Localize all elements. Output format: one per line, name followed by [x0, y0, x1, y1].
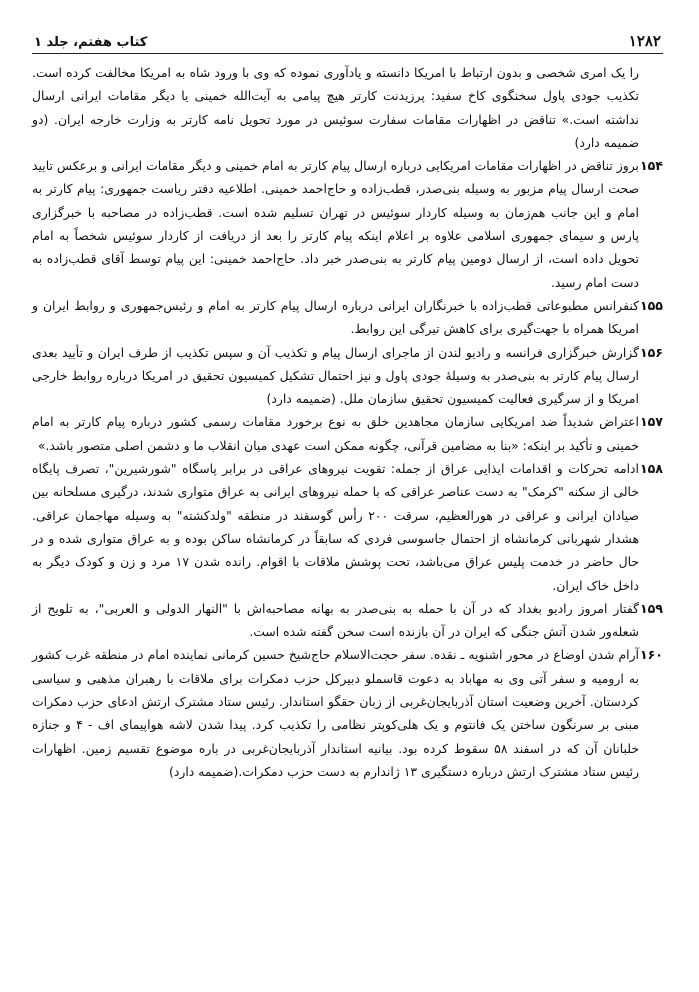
- entry-text: بروز تناقض در اظهارات مقامات امریکایی درباره ارسال پیام کارتر به امام خمینی و دیگر مقامات ایرانی و برعکس تایید صحت ارسال پیام مزبور به وسیله بنی‌صدر، قطب‌زاده و حاج‌احمد خمینی. اطلاعیه دفتر ریاست جمهوری: پیام کارتر به امام و این جانب هم‌زمان به وسیله کاردار سوئیس در تهران تسلیم شده است. قطب‌زاده در مصاحبه با خبرگزاری پارس و سیمای جمهوری اسلامی علاوه بر اعلام اینکه پیام کارتر را بعد از دریافت از کاردار سوئیس شخصاً به امام تحویل داده است، از ارسال دومین پیام کارتر به بنی‌صدر خبر داد. حاج‌احمد خمینی: این پیام توسط آقای قطب‌زاده به دست امام رسید.: [32, 158, 639, 290]
- entry-text: کنفرانس مطبوعاتی قطب‌زاده با خبرنگاران ایرانی درباره ارسال پیام کارتر به امام و رئیس‌جمهوری و روابط ایران و امریکا همراه با جهت‌گیری برای کاهش تیرگی این روابط.: [32, 297, 639, 337]
- entry-number: ۱۵۵: [639, 297, 663, 313]
- entry-number: ۱۵۸: [639, 461, 663, 477]
- entry-158: [32, 457, 663, 597]
- entry-text: آرام شدن اوضاع در محور اشنویه ـ نقده. سفر حجت‌الاسلام حاج‌شیخ حسین کرمانی نماینده امام در منطقه غرب کشور به ارومیه و سفر آتی وی به مهاباد به دعوت قاسملو دبیرکل حزب دمکرات برای ملاقات با رهبران مذهبی و سیاسی کردستان. آخرین وضعیت استان آذربایجان‌غربی از زبان حقگو استاندار. رئیس ستاد مشترک ارتش ادعای حزب دمکرات مبنی بر سرنگون ساختن یک فانتوم و یک هلی‌کوپتر نظامی را تکذیب کرد. پیدا شدن لاشه هواپیمای اف - ۴ و جنازه خلبانان آن که در اسفند ۵۸ سقوط کرده بود. بیانیه استاندار آذربایجان‌غربی در باره موضوع تقسیم زمین. اظهارات رئیس ستاد مشترک ارتش درباره دستگیری ۱۳ ژاندارم به دست حزب دمکرات.(ضمیمه دارد): [32, 647, 639, 779]
- entry-160: [32, 643, 663, 783]
- entry-number: ۱۵۹: [639, 600, 663, 616]
- entry-number: ۱۶۰: [639, 647, 663, 663]
- intro-paragraph: را یک امری شخصی و بدون ارتباط با امریکا دانسته و یادآوری نموده که وی با ورود شاه به امریکا مخالفت کرده است. تکذیب جودی پاول سخنگوی کاخ سفید: پرزیدنت کارتر هیچ پیامی به آیت‌الله خمینی یا دیگر مقامات ایرانی ارسال نداشته است.» تناقض در اظهارات مقامات سفارت سوئیس در مورد تحویل نامه کارتر به وزارت خارجه ایران. (دو ضمیمه دارد): [32, 65, 639, 150]
- entry-text: گزارش خبرگزاری فرانسه و رادیو لندن از ماجرای ارسال پیام و تکذیب آن و سپس تکذیب از طرف ایران و تأیید بعدی ارسال پیام کارتر به بنی‌صدر به وسیلۀ جودی پاول و نیز احتمال تشکیل کمیسیون تحقیق در امریکا درباره روابط خارجی امریکا و از سرگیری فعالیت کمیسیون تحقیق سازمان ملل. (ضمیمه دارد): [32, 344, 639, 407]
- running-title: کتاب هفتم، جلد ۱: [34, 35, 148, 50]
- entry-156: [32, 341, 663, 411]
- entry-154: [32, 154, 663, 294]
- entry-number: ۱۵۴: [639, 158, 663, 174]
- entry-155: [32, 294, 663, 341]
- entry-text: گفتار امروز رادیو بغداد که در آن با حمله به بنی‌صدر به بهانه مصاحبه‌اش با "النهار الدولی و العربی"، به تلویح از شعله‌ور شدن آتش جنگی که ایران در آن بازنده است سخن گفته شده است.: [32, 600, 639, 640]
- page-header: [32, 28, 663, 54]
- page-body: [32, 61, 663, 783]
- entry-157: [32, 410, 663, 457]
- page-number: ۱۲۸۲: [628, 32, 661, 50]
- entry-number: ۱۵۶: [639, 344, 663, 360]
- entry-number: ۱۵۷: [639, 414, 663, 430]
- entry-text: ادامه تحرکات و اقدامات ایذایی عراق از جمله: تقویت نیروهای عراقی در برابر پاسگاه "شورشیرین"، تصرف پایگاه خالی از سکنه "کرمک" به دست عناصر عراقی که با حمله نیروهای ایرانی به عراق متواری شدند، درگیری مسلحانه بین صیادان ایرانی و عراقی در هورالعظیم، سرقت ۲۰۰ رأس گوسفند در منطقه "ولدکشته" به وسیله مهاجمان عراقی. هشدار شهربانی کرمانشاه از احتمال جاسوسی فردی که سابقاً در کرمانشاه ساکن بوده و به عراق متواری شده و در حال حاضر در خدمت پلیس عراق می‌باشد، تحت پوشش ملاقات با اقوام. رانده شدن ۱۷ مرد و زن و کودک دیگر به داخل خاک ایران.: [32, 461, 640, 593]
- entry-159: [32, 597, 663, 644]
- entry-text: اعتراض شدیداً ضد امریکایی سازمان مجاهدین خلق به نوع برخورد مقامات رسمی کشور درباره پیام کارتر به امام خمینی و تأکید بر اینکه: «بنا به مضامین قرآنی، چگونه ممکن است عهدی میان انقلاب ما و دشمن اصلی متصور باشد.»: [32, 414, 639, 453]
